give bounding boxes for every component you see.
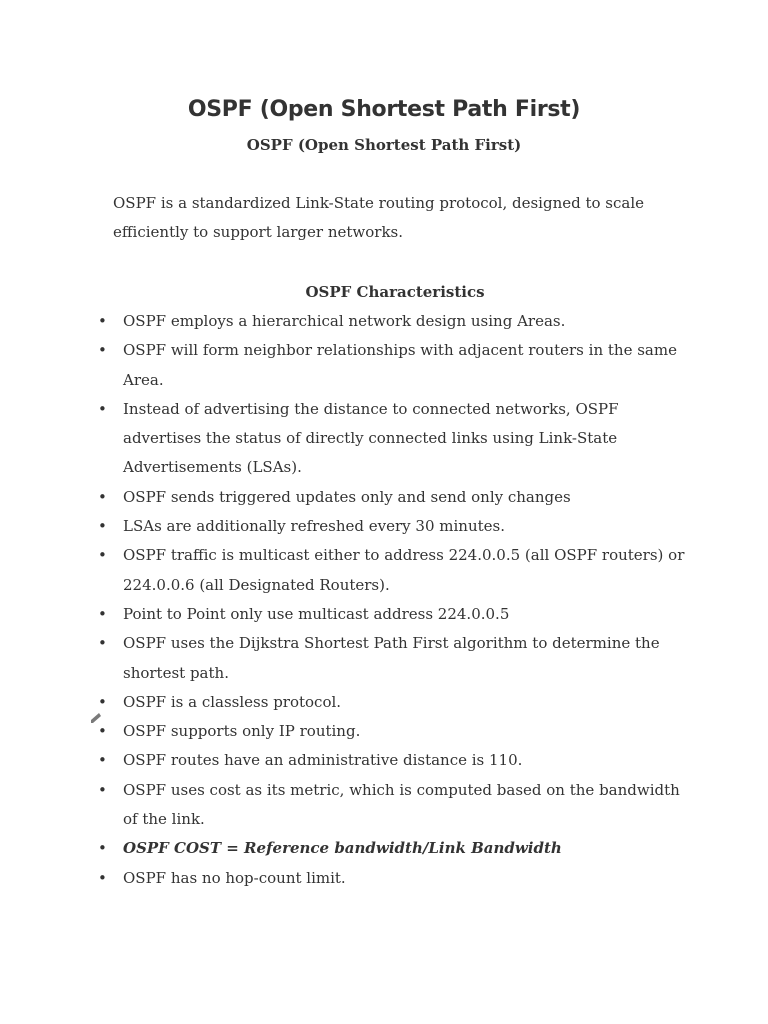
list-item-text: OSPF routes have an administrative distance is 110. [123,751,523,770]
list-item-text: OSPF is a classless protocol. [123,692,342,711]
bullet-icon: • [98,722,107,741]
bullet-icon: • [98,312,107,330]
section-heading: OSPF Characteristics [305,283,485,301]
bullet-icon: • [98,399,107,418]
list-item-text: OSPF will form neighbor relationships with adjacent routers in the same Area. [123,341,677,389]
bullet-icon: • [98,634,107,653]
list-item [96,336,686,395]
list-item [96,864,686,893]
list-item-text: OSPF uses the Dijkstra Shortest Path First algorithm to determine the shortest path. [123,634,660,682]
list-item-text: OSPF employs a hierarchical network design using Areas. [123,312,566,330]
bullet-icon: • [98,604,107,623]
list-item [96,629,686,688]
characteristics-list [96,307,686,893]
bullet-icon: • [98,839,107,858]
list-item [96,512,686,541]
list-item-text: LSAs are additionally refreshed every 30 minutes. [123,517,505,536]
list-item [96,746,686,775]
list-item [96,776,686,835]
bullet-icon: • [98,751,107,770]
bullet-icon: • [98,517,107,536]
list-item [96,600,686,629]
bullet-icon: • [98,341,107,360]
list-item [96,541,686,600]
intro-paragraph: OSPF is a standardized Link-State routing protocol, designed to scale efficiently to support larger networks. [113,194,645,241]
list-item-text: OSPF has no hop-count limit. [123,868,346,887]
list-item [96,483,686,512]
list-item [96,717,686,746]
edit-cursor-icon [90,710,102,724]
bullet-icon: • [98,868,107,887]
list-item [96,395,686,483]
list-item-text: OSPF sends triggered updates only and send only changes [123,487,571,506]
list-item [96,307,686,336]
bullet-icon: • [98,780,107,799]
list-item-text: Point to Point only use multicast address 224.0.0.5 [123,604,510,623]
page-title: OSPF (Open Shortest Path First) [187,97,581,122]
page-subtitle: OSPF (Open Shortest Path First) [246,136,522,154]
list-item-text: Instead of advertising the distance to connected networks, OSPF advertises the status of directly connected links using Link-State Advertisements (LSAs). [123,399,619,477]
list-item-text: OSPF supports only IP routing. [123,722,361,741]
list-item [96,834,686,863]
list-item-text: OSPF COST = Reference bandwidth/Link Bandwidth [123,839,562,858]
list-item [96,688,686,717]
bullet-icon: • [98,546,107,565]
bullet-icon: • [98,487,107,506]
list-item-text: OSPF uses cost as its metric, which is computed based on the bandwidth of the link. [123,780,680,829]
bullet-icon: • [98,692,107,711]
list-item-text: OSPF traffic is multicast either to address 224.0.0.5 (all OSPF routers) or 224.0.0.6 (all Designated Routers). [123,546,685,594]
